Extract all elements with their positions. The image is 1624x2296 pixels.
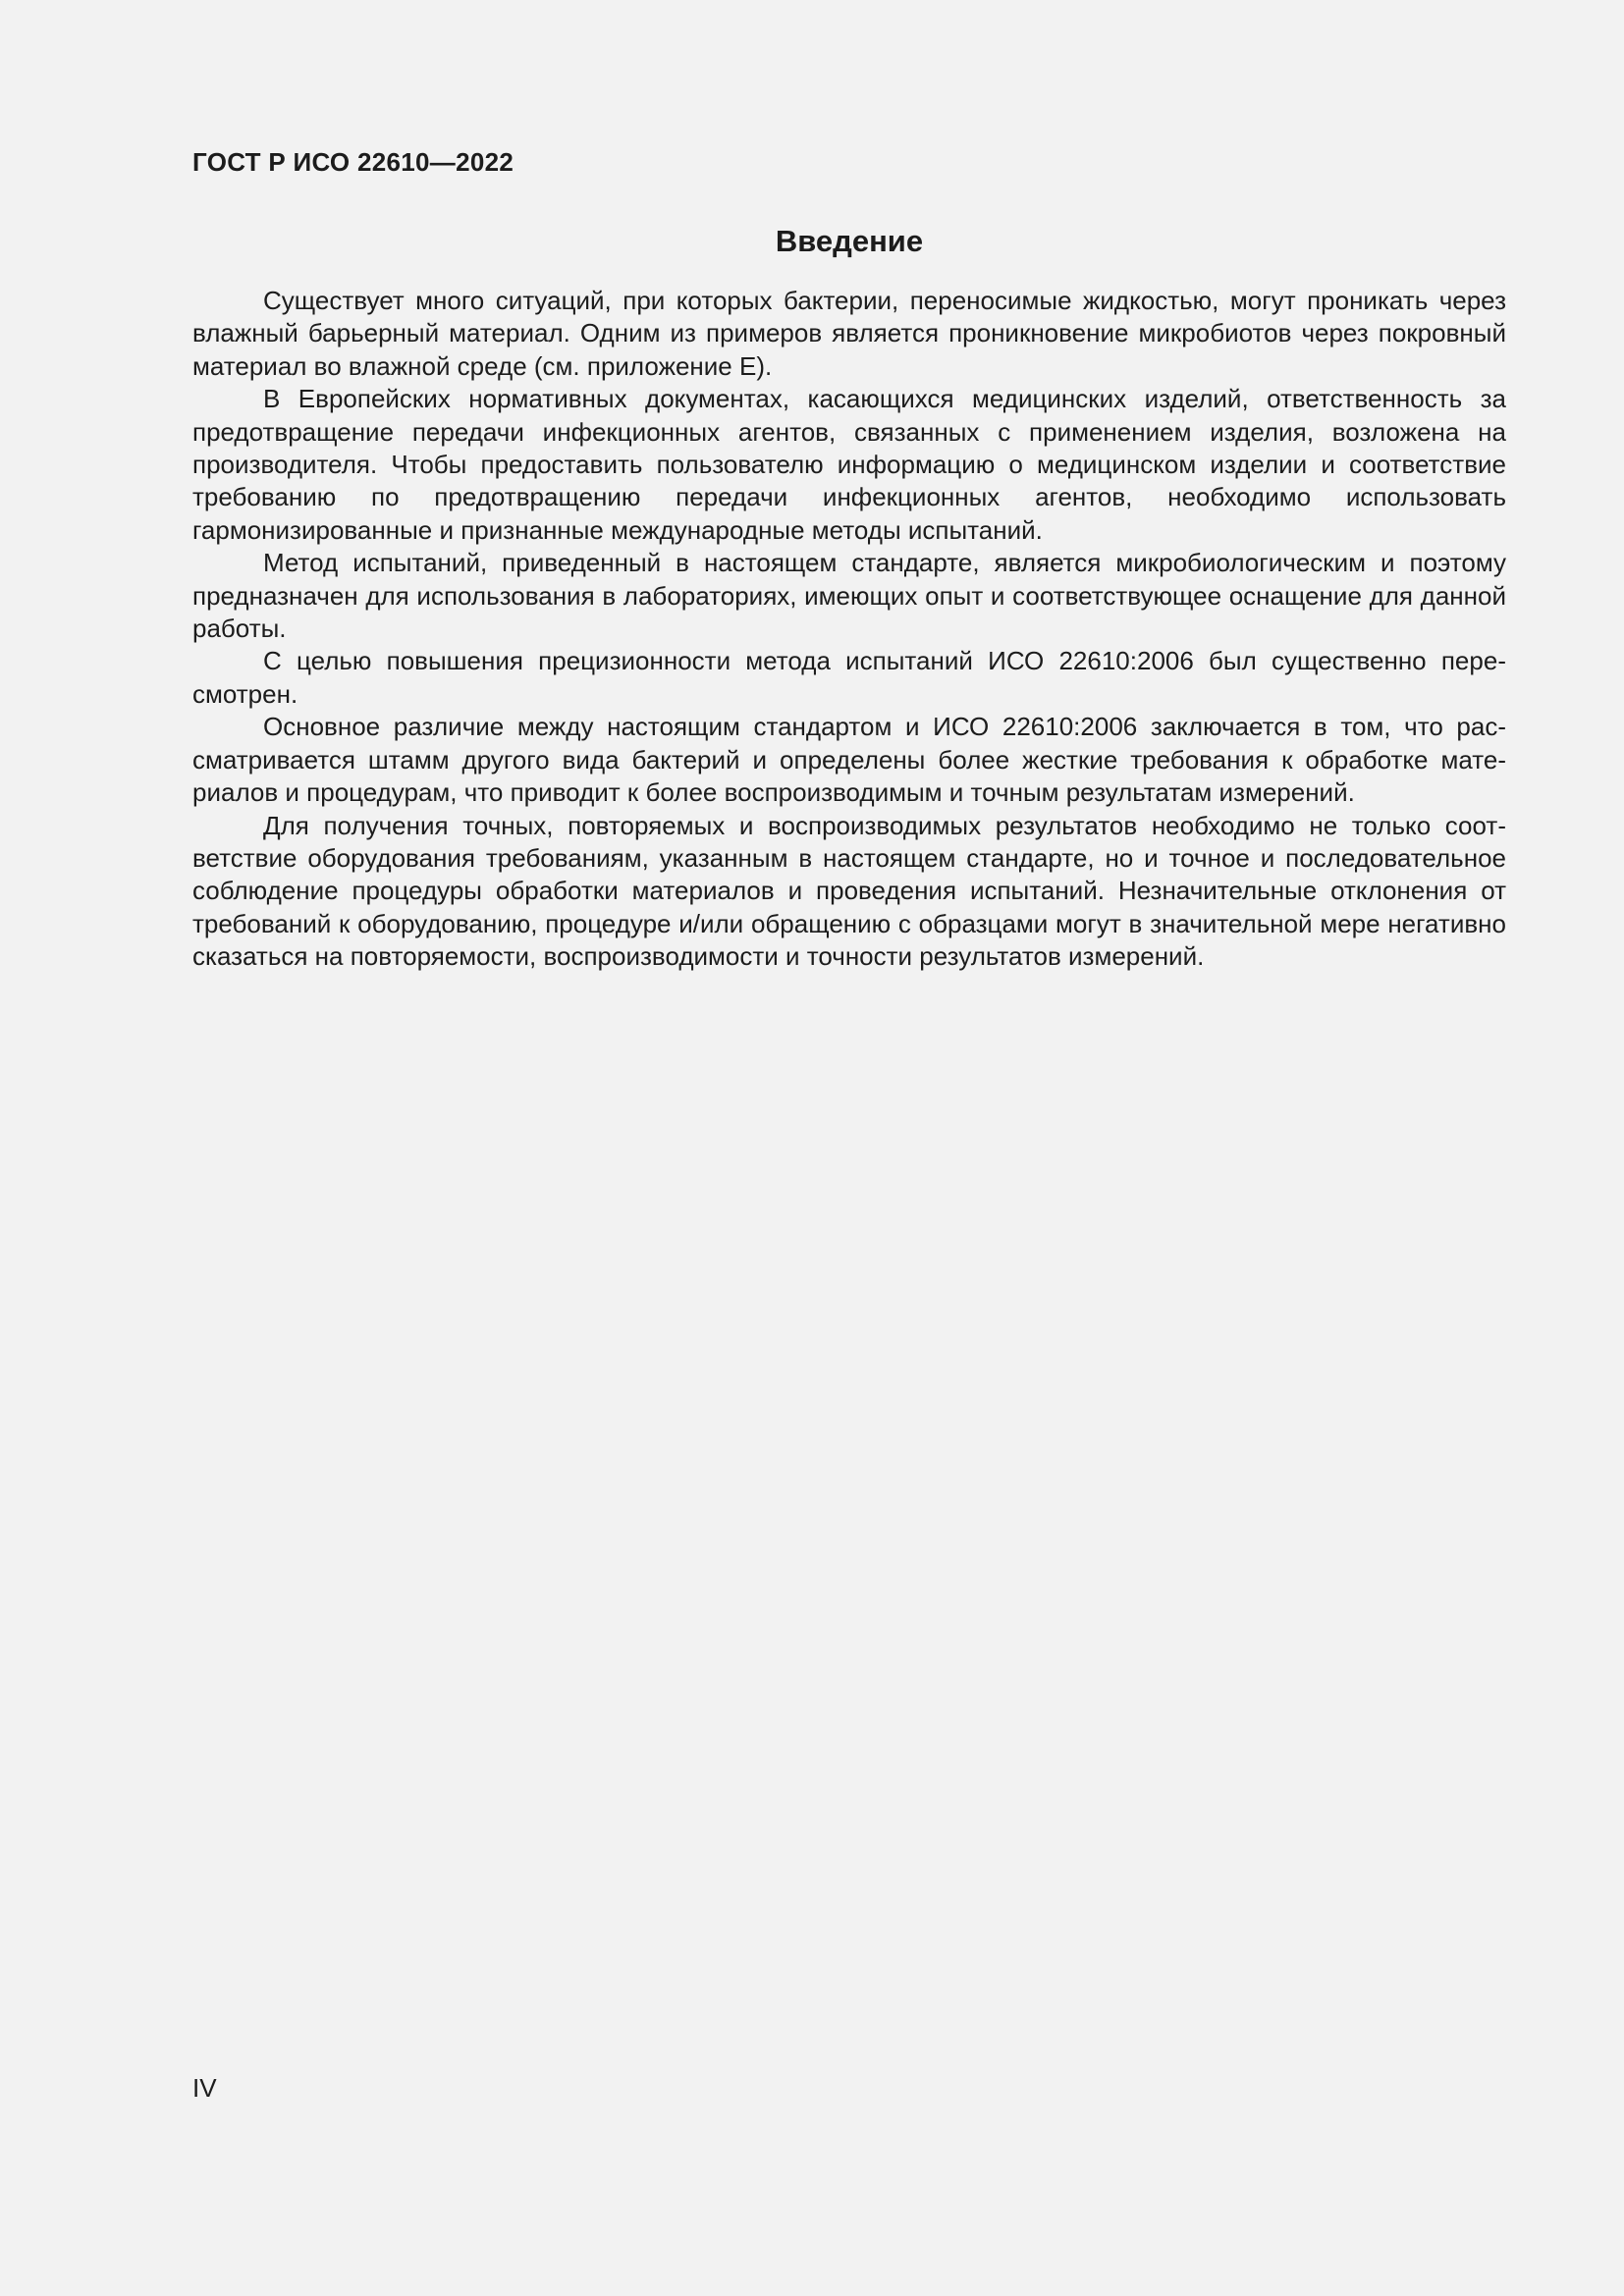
paragraph: Для получения точных, повторяемых и воспроизводимых результатов необходимо не только соответствие оборудования требованиям, указанным в настоящем стандарте, но и точное и последовательное соблюдение процедуры обработки материалов и проведения испытаний. Незначительные отклонения от требований к оборудованию, процедуре и/или обращению с образцами могут в значительной мере негативно сказаться на повторяемости, воспроизводимости и точности результатов измерений. xyxy=(192,810,1506,972)
paragraph: В Европейских нормативных документах, касающихся медицинских изделий, ответственность за предотвращение передачи инфекционных агентов, связанных с применением изделия, возложена на производителя. Чтобы предоставить пользователю информацию о медицинском изделии и соответствие требованию по предотвращению передачи инфекционных агентов, необходимо использовать гармонизированные и признанные международные методы испытаний. xyxy=(192,384,1506,545)
introduction-body xyxy=(192,285,1506,974)
paragraph: Существует много ситуаций, при которых бактерии, переносимые жидкостью, могут проникать через влажный барьерный материал. Одним из примеров является проникновение микробиотов через покровный материал во влажной среде (см. приложение Е). xyxy=(192,286,1506,381)
page-number: IV xyxy=(192,2073,217,2103)
paragraph: Метод испытаний, приведенный в настоящем стандарте, является микробиологическим и поэтому предназначен для использования в лабораториях, имеющих опыт и соответствующее оснащение для данной работы. xyxy=(192,548,1506,644)
document-code: ГОСТ Р ИСО 22610—2022 xyxy=(192,147,514,177)
section-title: Введение xyxy=(775,224,924,258)
paragraph: Основное различие между настоящим стандартом и ИСО 22610:2006 заключается в том, что рассматривается штамм другого вида бактерий и определены более жесткие требования к обработке материалов и процедурам, что приводит к более воспроизводимым и точным результатам измерений. xyxy=(192,712,1506,808)
paragraph: С целью повышения прецизионности метода испытаний ИСО 22610:2006 был существенно пересмотрен. xyxy=(192,646,1506,709)
